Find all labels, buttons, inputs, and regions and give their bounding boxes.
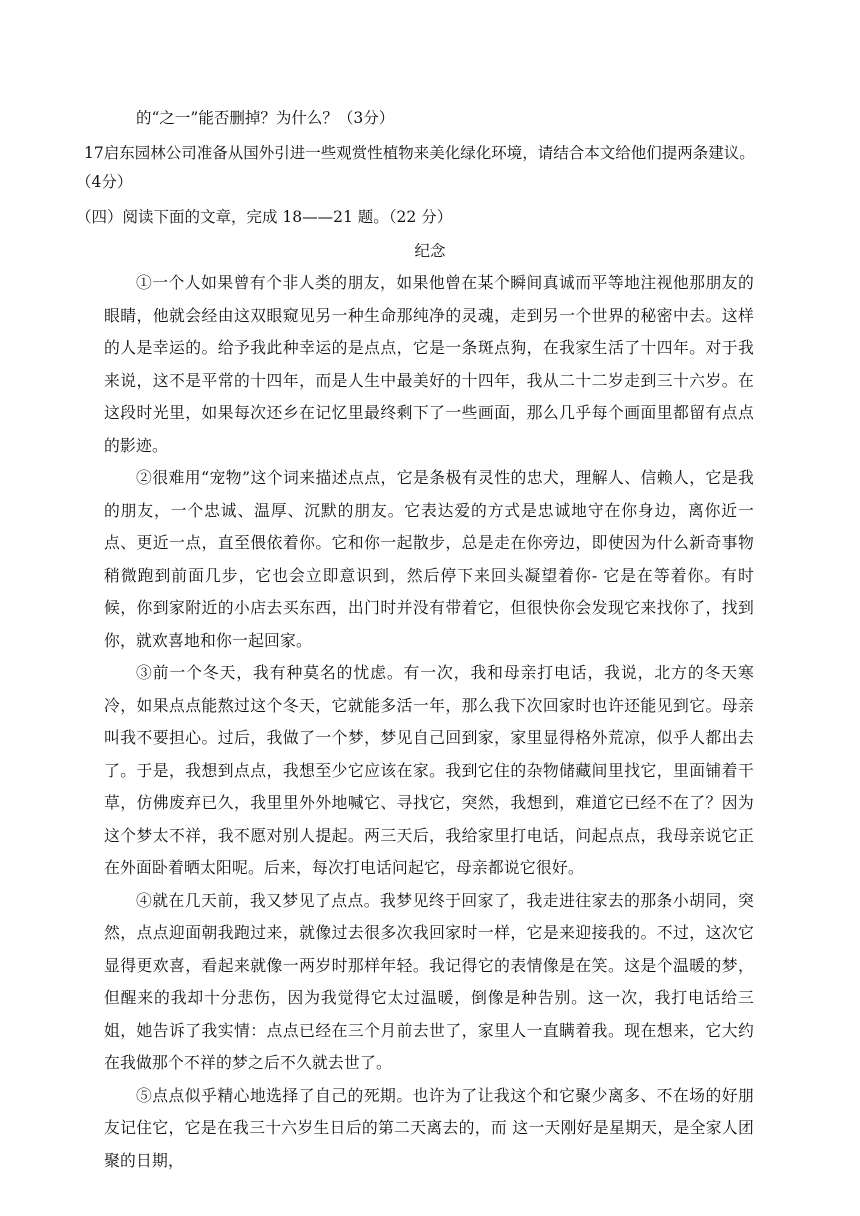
paragraph-1: ①一个人如果曾有个非人类的朋友，如果他曾在某个瞬间真诚而平等地注视他那朋友的眼睛，他就会经由这双眼窥见另一种生命那纯净的灵魂，走到另一个世界的秘密中去。这样的人是幸运的。给予我此种幸运的是点点，它是一条斑点狗，在我家生活了十四年。对于我来说，这不是平常的十四年，而是人生中最美好的十四年，我从二十二岁走到三十六岁。在这段时光里，如果每次还乡在记忆里最终剩下了一些画面，那么几乎每个画面里都留有点点的影迹。 [104,273,754,455]
section-heading: （四）阅读下面的文章，完成 18——21 题。（22 分） [76,208,453,226]
article-title: 纪念 [414,242,446,260]
question-16-tail: 的“之一”能否删掉？为什么？（3分） [136,109,395,127]
paragraph-4: ④就在几天前，我又梦见了点点。我梦见终于回家了，我走进往家去的那条小胡同，突然，点点迎面朝我跑过来，就像过去很多次我回家时一样，它是来迎接我的。不过，这次它显得更欢喜，看起来就像一两岁时那样年轻。我记得它的表情像是在笑。这是个温暖的梦，但醒来的我却十分悲伤，因为我觉得它太过温暖，倒像是种告别。这一次，我打电话给三姐，她告诉了我实情：点点已经在三个月前去世了，家里人一直瞒着我。现在想来，它大约 在我做那个不祥的梦之后不久就去世了。 [104,890,754,1072]
paragraph-5: ⑤点点似乎精心地选择了自己的死期。也许为了让我这个和它聚少离多、不在场的好朋友记住它，它是在我三十六岁生日后的第二天离去的，而 这一天刚好是星期天，是全家人团聚的日期， [104,1085,754,1170]
question-17-line2: （4分） [76,173,133,191]
paragraph-2: ②很难用“宠物”这个词来描述点点，它是条极有灵性的忠犬，理解人、信赖人，它是我的朋友，一个忠诚、温厚、沉默的朋友。它表达爱的方式是忠诚地守在你身边，离你近一点、更近一点，直至偎依着你。它和你一起散步，总是走在你旁边，即使因为什么新奇事物稍微跑到前面几步，它也会立即意识到，然后停下来回头凝望着你- 它是在等着你。有时候，你到家附近的小店去买东西，出门时并没有带着它，但很快你会发现它来找你了，找到你，就欢喜地和你一起回家。 [104,468,754,650]
question-17-line1: 17启东园林公司准备从国外引进一些观赏性植物来美化绿化环境，请结合本文给他们提两条建议。 [84,144,755,162]
paragraph-3: ③前一个冬天，我有种莫名的忧虑。有一次，我和母亲打电话，我说，北方的冬天寒冷，如果点点能熬过这个冬天，它就能多活一年，那么我下次回家时也许还能见到它。母亲叫我不要担心。过后，我做了一个梦，梦见自己回到家，家里显得格外荒凉，似乎人都出去了。于是，我想到点点，我想至少它应该在家。我到它住的杂物储藏间里找它，里面铺着干草，仿佛废弃已久，我里里外外地喊它、寻找它，突然，我想到，难道它已经不在了？因为这个梦太不祥，我不愿对别人提起。两三天后，我给家里打电话，问起点点，我母亲说它正在外面卧着晒太阳呢。后来，每次打电话问起它，母亲都说它很好。 [104,663,754,877]
